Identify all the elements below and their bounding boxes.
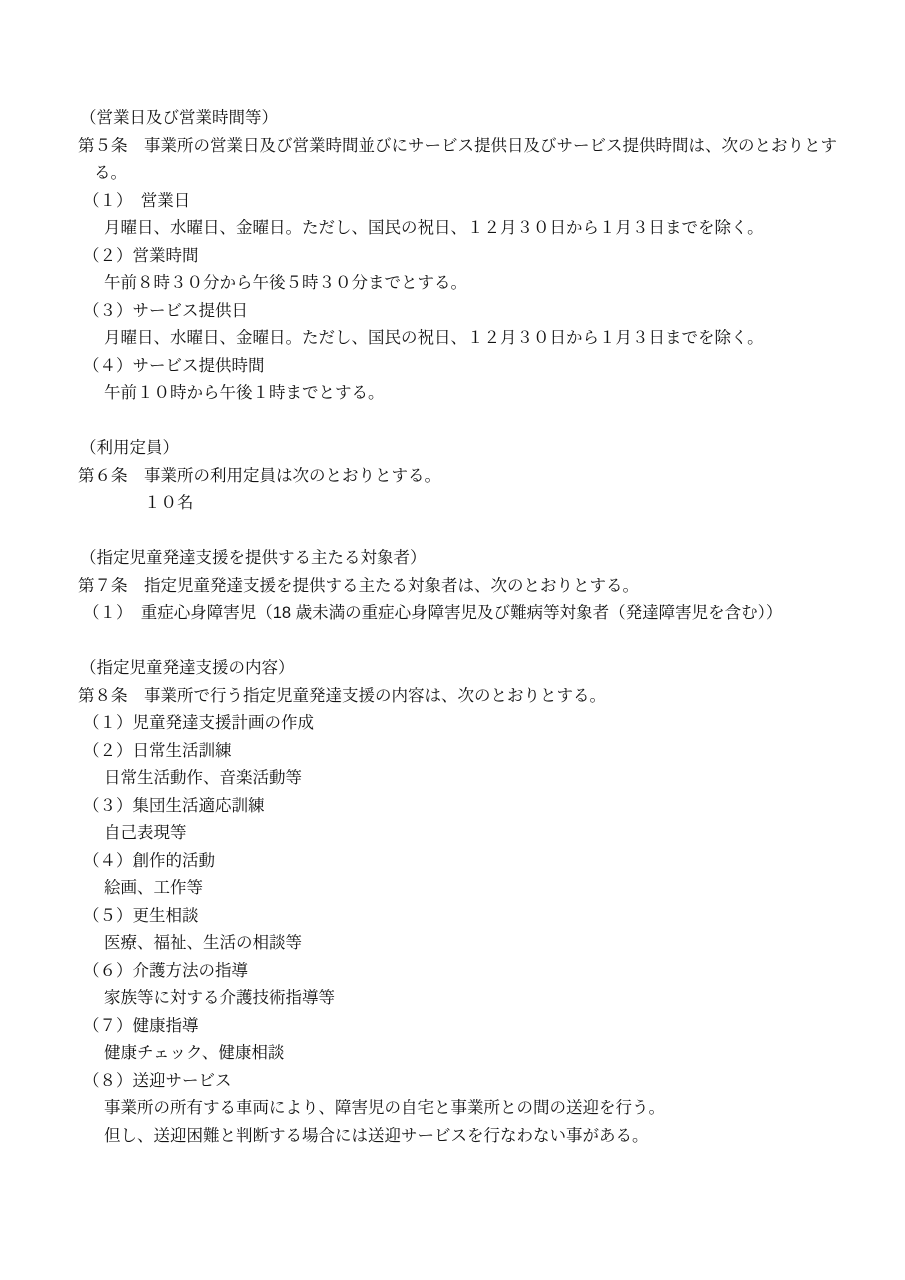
article-6-capacity-value: １０名 xyxy=(144,494,194,512)
article-5-item-2: （２）営業時間 xyxy=(83,246,199,265)
article-8-item-7-detail: 健康チェック、健康相談 xyxy=(104,1044,285,1062)
article-5-item-1: （１） 営業日 xyxy=(83,191,191,210)
article-6-lead: 第６条 事業所の利用定員は次のとおりとする。 xyxy=(78,466,441,485)
article-8-item-1: （１）児童発達支援計画の作成 xyxy=(83,714,314,732)
article-6-heading: （利用定員） xyxy=(80,439,179,457)
article-8-item-8: （８）送迎サービス xyxy=(83,1071,232,1090)
article-8-item-5: （５）更生相談 xyxy=(83,906,199,925)
article-8-heading: （指定児童発達支援の内容） xyxy=(80,659,295,677)
article-7-item-1: （１） 重症心身障害児（18 歳未満の重症心身障害児及び難病等対象者（発達障害児を含む）） xyxy=(83,604,783,622)
article-7-section xyxy=(78,545,847,628)
article-6-section xyxy=(78,435,847,518)
article-5-item-3: （３）サービス提供日 xyxy=(83,301,248,320)
article-7-lead: 第７条 指定児童発達支援を提供する主たる対象者は、次のとおりとする。 xyxy=(78,576,639,595)
article-5-item-1-detail: 月曜日、水曜日、金曜日。ただし、国民の祝日、１２月３０日から１月３日までを除く。 xyxy=(104,219,764,237)
article-8-item-3-detail: 自己表現等 xyxy=(104,824,187,842)
article-8-item-8-detail-1: 事業所の所有する車両により、障害児の自宅と事業所との間の送迎を行う。 xyxy=(104,1099,665,1117)
article-8-item-4: （４）創作的活動 xyxy=(83,851,215,870)
article-8-item-5-detail: 医療、福祉、生活の相談等 xyxy=(104,934,302,952)
article-5-section xyxy=(78,105,847,408)
article-8-item-8-detail-2: 但し、送迎困難と判断する場合には送迎サービスを行なわない事がある。 xyxy=(104,1126,649,1145)
article-8-item-6-detail: 家族等に対する介護技術指導等 xyxy=(104,989,335,1007)
article-5-heading: （営業日及び営業時間等） xyxy=(80,109,278,127)
article-7-heading: （指定児童発達支援を提供する主たる対象者） xyxy=(80,549,427,567)
article-5-item-4: （４）サービス提供時間 xyxy=(83,356,265,375)
article-5-item-3-detail: 月曜日、水曜日、金曜日。ただし、国民の祝日、１２月３０日から１月３日までを除く。 xyxy=(104,329,764,347)
article-5-item-2-detail: 午前８時３０分から午後５時３０分までとする。 xyxy=(104,274,467,292)
article-5-lead: 第５条 事業所の営業日及び営業時間並びにサービス提供日及びサービス提供時間は、次のとおりとす xyxy=(78,136,837,155)
article-8-item-2: （２）日常生活訓練 xyxy=(83,741,232,760)
article-5-item-4-detail: 午前１０時から午後１時までとする。 xyxy=(104,384,385,402)
article-8-item-6: （６）介護方法の指導 xyxy=(83,961,248,980)
article-5-lead-wrap: る。 xyxy=(94,164,127,182)
article-8-item-3: （３）集団生活適応訓練 xyxy=(83,796,265,815)
article-8-item-4-detail: 絵画、工作等 xyxy=(104,879,203,897)
article-8-item-2-detail: 日常生活動作、音楽活動等 xyxy=(104,769,302,787)
article-8-lead: 第８条 事業所で行う指定児童発達支援の内容は、次のとおりとする。 xyxy=(78,686,606,705)
article-8-section xyxy=(78,655,847,1150)
article-8-item-7: （７）健康指導 xyxy=(83,1016,199,1035)
